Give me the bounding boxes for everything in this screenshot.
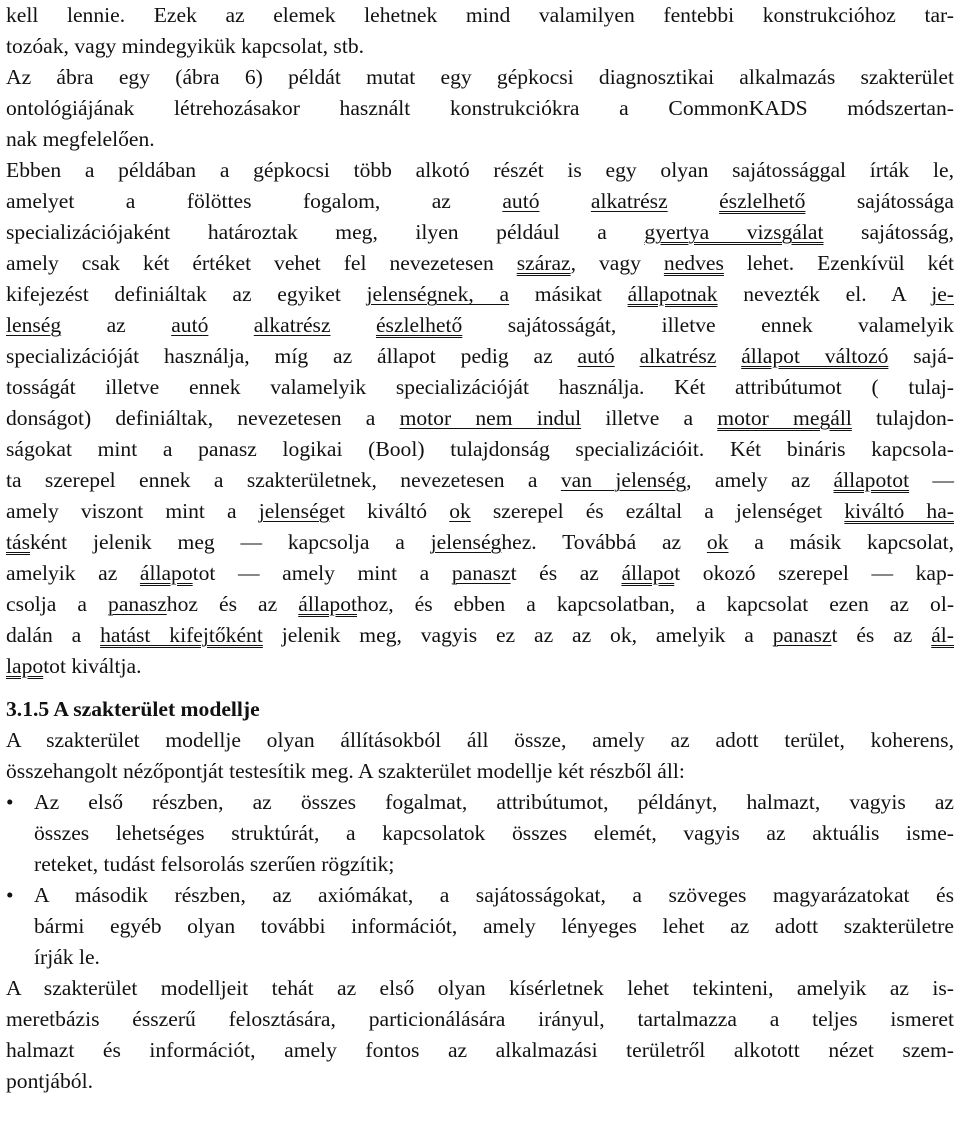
section-number: 3.1.5: [6, 697, 50, 721]
list-item: bármi egyéb olyan további információt, amely lényeges lehet az adott szakterületre: [34, 914, 954, 938]
text-span: ta szerepel ennek a szakterületnek, nevezetesen a: [6, 468, 561, 492]
text-span: az: [61, 313, 172, 337]
text-span: amely viszont mint a: [6, 499, 259, 523]
section-title: A szakterület modellje: [53, 697, 260, 721]
text-span: sajá-: [888, 344, 954, 368]
underlined-term: je-: [931, 282, 954, 306]
list-item: írják le.: [34, 945, 100, 969]
text-span: specializációját használja, míg az állapot pedig az: [6, 344, 578, 368]
text-line: [6, 248, 954, 279]
text-span: nevezték el. A: [717, 282, 932, 306]
text-line: összehangolt nézőpontját testesítik meg. A szakterület modellje két részből áll:: [6, 759, 685, 783]
underlined-term: autó: [577, 344, 615, 368]
underlined-term: ok: [706, 530, 729, 554]
text-line: Az ábra egy (ábra 6) példát mutat egy gépkocsi diagnosztikai alkalmazás szakterület: [6, 65, 954, 89]
underlined-term: jelenség: [258, 499, 330, 523]
underlined-term: motor megáll: [717, 406, 852, 430]
text-line: ságokat mint a panasz logikai (Bool) tulajdonság specializációit. Két bináris kapcsola-: [6, 437, 954, 461]
underlined-term: kiváltó ha-: [844, 499, 954, 523]
underlined-term: gyertya vizsgálat: [644, 220, 824, 244]
text-span: hez. Továbbá az: [501, 530, 707, 554]
underlined-term: jelenségnek, a: [366, 282, 510, 306]
text-span: a másik kapcsolat,: [728, 530, 954, 554]
text-span: tot — amely mint a: [192, 561, 452, 585]
bullet-icon: •: [6, 883, 14, 907]
text-line: [6, 465, 954, 496]
text-span: specializációjaként határoztak meg, ilyen például a: [6, 220, 645, 244]
text-line: [6, 279, 954, 310]
text-span: hoz, és ebben a kapcsolatban, a kapcsolat ezen az ol-: [357, 592, 955, 616]
text-line: [6, 186, 954, 217]
underlined-term: motor nem indul: [399, 406, 582, 430]
underlined-term: lapo: [6, 654, 44, 678]
underlined-term: alkatrész: [590, 189, 668, 213]
text-span: illetve a: [581, 406, 718, 430]
underlined-term: állapot: [298, 592, 358, 616]
text-line: A szakterület modellje olyan állításokból áll össze, amely az adott terület, koherens,: [6, 728, 954, 752]
underlined-term: állapot változó: [741, 344, 889, 368]
underlined-term: ok: [449, 499, 471, 523]
underlined-term: állapo: [139, 561, 193, 585]
underlined-term: nedves: [663, 251, 724, 275]
underlined-term: autó: [502, 189, 540, 213]
text-span: hoz és az: [166, 592, 299, 616]
text-span: t és az: [510, 561, 622, 585]
underlined-term: észlelhető: [375, 313, 463, 337]
text-line: tozóak, vagy mindegyikük kapcsolat, stb.: [6, 34, 365, 58]
underlined-term: alkatrész: [639, 344, 717, 368]
text-span: tot kiváltja.: [43, 654, 142, 678]
text-span: t és az: [831, 623, 932, 647]
text-span: —: [909, 468, 955, 492]
underlined-term: tás: [6, 530, 30, 554]
text-line: [6, 341, 954, 372]
text-span: ként jelenik meg — kapcsolja a: [30, 530, 431, 554]
underlined-term: állapotnak: [627, 282, 718, 306]
text-span: csolja a: [6, 592, 109, 616]
text-span: sajátosságát, illetve ennek valamelyik: [462, 313, 954, 337]
text-span: amely csak két értéket vehet fel nevezetesen: [6, 251, 517, 275]
text-span: , vagy: [570, 251, 664, 275]
text-span: lehet. Ezenkívül két: [723, 251, 954, 275]
underlined-term: lenség: [6, 313, 62, 337]
underlined-term: észlelhető: [719, 189, 806, 213]
text-span: sajátosság,: [823, 220, 954, 244]
text-span: jelenik meg, vagyis ez az az ok, amelyik a: [262, 623, 773, 647]
list-item: összes lehetséges struktúrát, a kapcsolatok összes elemét, vagyis az aktuális isme-: [34, 821, 954, 845]
underlined-term: panasz: [451, 561, 511, 585]
text-line: [6, 403, 954, 434]
text-span: amelyet a fölöttes fogalom, az: [6, 189, 503, 213]
underlined-term: jelenség: [430, 530, 502, 554]
underlined-term: panasz: [108, 592, 167, 616]
underlined-term: állapotot: [833, 468, 910, 492]
text-line: [6, 217, 954, 248]
text-line: [6, 620, 954, 651]
text-line: [6, 310, 954, 341]
text-line: [6, 558, 954, 589]
underlined-term: ál-: [931, 623, 954, 647]
text-span: amelyik az: [6, 561, 140, 585]
text-span: dalán a: [6, 623, 101, 647]
text-line: meretbázis ésszerű felosztására, particionálására irányul, tartalmazza a teljes ismeret: [6, 1007, 954, 1031]
bullet-icon: •: [6, 790, 14, 814]
text-line: halmazt és információt, amely fontos az alkalmazási területről alkotott nézet szem-: [6, 1038, 954, 1062]
underlined-term: hatást kifejtőként: [100, 623, 263, 647]
section-heading: [6, 694, 954, 725]
text-line: Ebben a példában a gépkocsi több alkotó részét is egy olyan sajátossággal írták le,: [6, 158, 954, 182]
underlined-term: száraz: [516, 251, 571, 275]
text-span: sajátossága: [856, 189, 954, 213]
text-line: tosságát illetve ennek valamelyik specializációját használja. Két attribútumot ( tulaj-: [6, 375, 954, 399]
text-span: , amely az: [686, 468, 834, 492]
underlined-term: autó: [171, 313, 209, 337]
text-line: [6, 651, 954, 682]
text-span: másikat: [509, 282, 628, 306]
list-item: A második részben, az axiómákat, a sajátosságokat, a szöveges magyarázatokat és: [34, 883, 954, 907]
list-item: Az első részben, az összes fogalmat, attribútumot, példányt, halmazt, vagyis az: [34, 790, 954, 814]
text-line: nak megfelelően.: [6, 127, 155, 151]
text-span: donságot) definiáltak, nevezetesen a: [6, 406, 400, 430]
text-line: A szakterület modelljeit tehát az első olyan kísérletnek lehet tekinteni, amelyik az is-: [6, 976, 954, 1000]
text-line: pontjából.: [6, 1069, 93, 1093]
text-line: [6, 496, 954, 527]
underlined-term: panasz: [772, 623, 832, 647]
underlined-term: van jelenség: [560, 468, 687, 492]
text-span: et kiváltó: [329, 499, 450, 523]
text-line: ontológiájának létrehozásakor használt konstrukciókra a CommonKADS módszertan-: [6, 96, 954, 120]
underlined-term: állapo: [621, 561, 675, 585]
text-line: [6, 589, 954, 620]
text-span: szerepel és ezáltal a jelenséget: [470, 499, 845, 523]
text-line: [6, 527, 954, 558]
text-span: kifejezést definiáltak az egyiket: [6, 282, 367, 306]
text-span: t okozó szerepel — kap-: [674, 561, 954, 585]
list-item: reteket, tudást felsorolás szerűen rögzítik;: [34, 852, 395, 876]
text-line: kell lennie. Ezek az elemek lehetnek mind valamilyen fentebbi konstrukcióhoz tar-: [6, 3, 954, 27]
text-span: tulajdon-: [851, 406, 954, 430]
underlined-term: alkatrész: [253, 313, 331, 337]
